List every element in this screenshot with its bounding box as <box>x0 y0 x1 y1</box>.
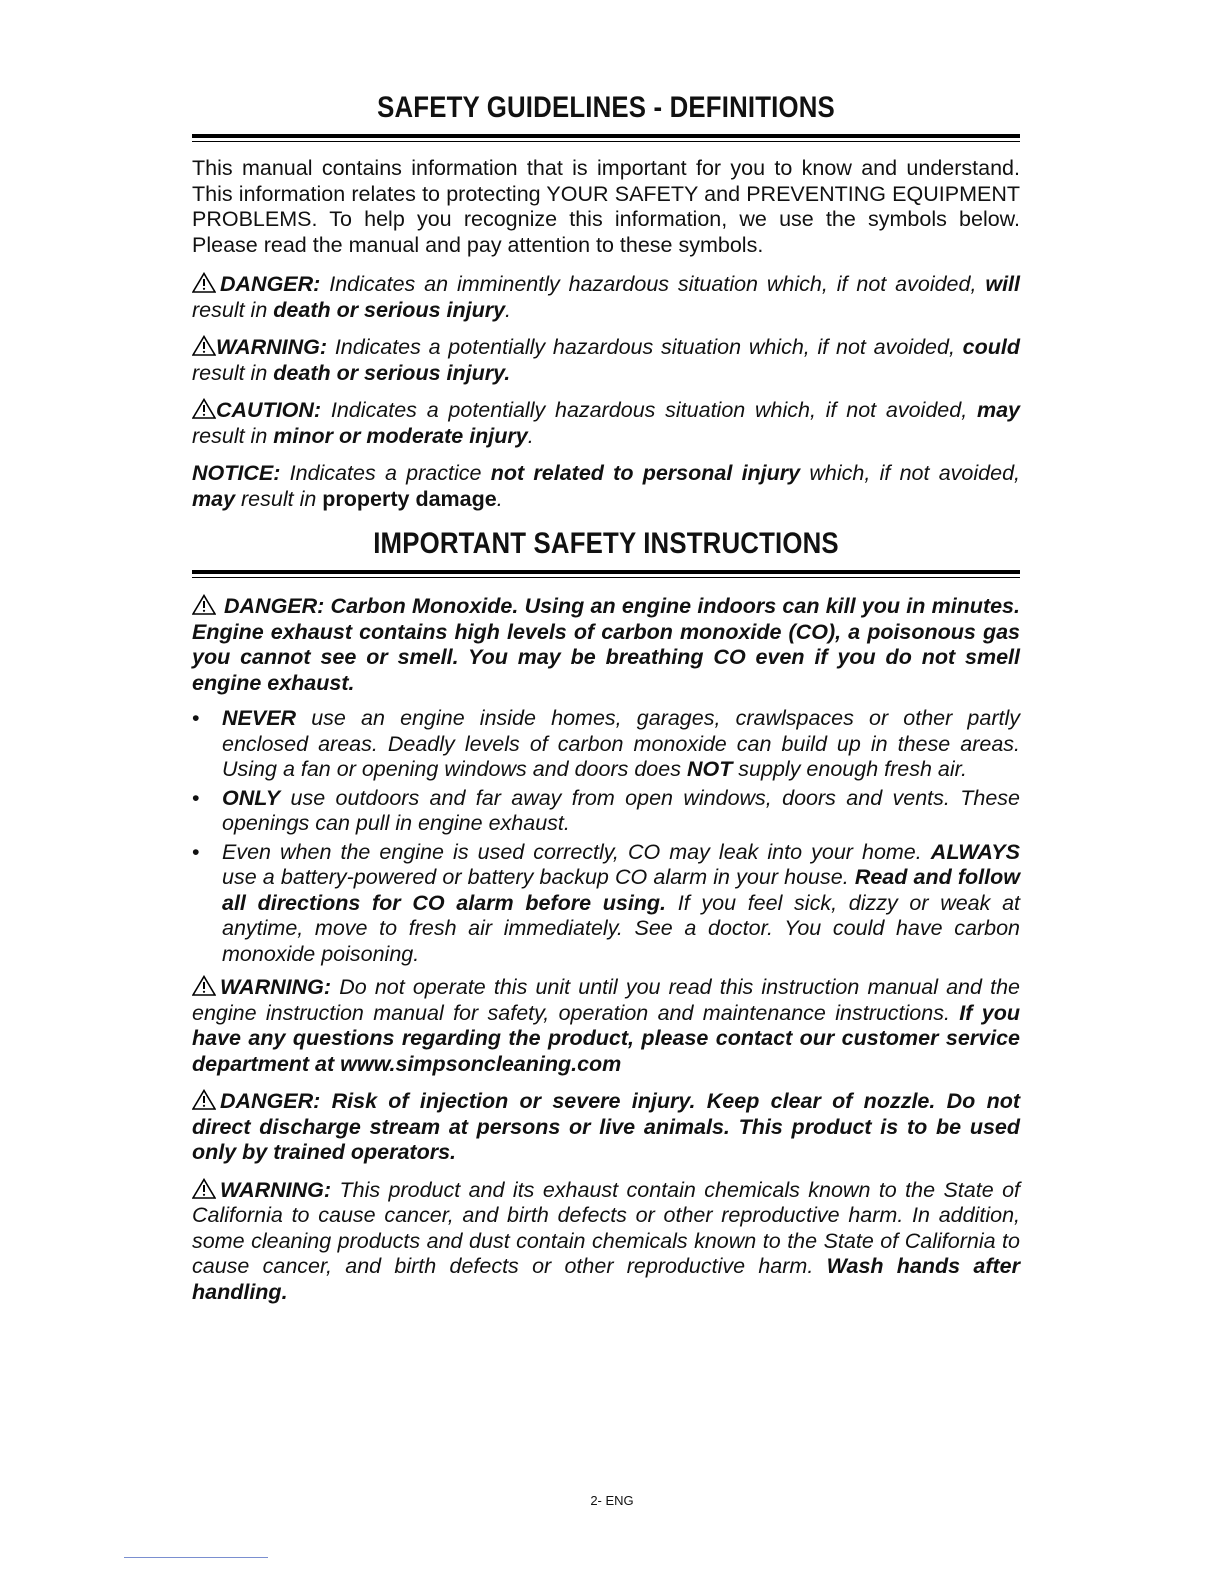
warning-triangle-icon <box>192 1089 216 1110</box>
page-number: 2- ENG <box>590 1493 634 1508</box>
intro-paragraph: This manual contains information that is important for you to know and understand. This information relates to protecting YOUR SAFETY and PREVENTING EQUIPMENT PROBLEMS. To help you recognize this information, we use the symbols below. Please read the manual and pay attention to these symbols. <box>192 156 1020 257</box>
caution-definition: CAUTION: Indicates a potentially hazardous situation which, if not avoided, may result in minor or moderate injury. <box>192 398 1020 448</box>
list-item: • ONLY use outdoors and far away from open windows, doors and vents. These openings can pull in engine exhaust. <box>192 785 1020 835</box>
warning-triangle-icon <box>192 272 216 293</box>
warning-triangle-icon <box>192 975 216 996</box>
warning-definition: WARNING: Indicates a potentially hazardous situation which, if not avoided, could result in death or serious injury. <box>192 335 1020 385</box>
section-title-instructions: IMPORTANT SAFETY INSTRUCTIONS <box>373 527 839 560</box>
warning-triangle-icon <box>192 1178 216 1199</box>
section-title-definitions: SAFETY GUIDELINES - DEFINITIONS <box>377 91 835 124</box>
warning-triangle-icon <box>192 594 216 615</box>
title-rule <box>192 134 1020 142</box>
danger-carbon-monoxide: DANGER: Carbon Monoxide. Using an engine indoors can kill you in minutes. Engine exhaust contains high levels of carbon monoxide (CO), a poisonous gas you cannot see or smell. You may be breathing CO even if you do not smell engine exhaust. <box>192 594 1020 695</box>
warning-read-manual: WARNING: Do not operate this unit until you read this instruction manual and the engine instruction manual for safety, operation and maintenance instructions. If you have any questions regarding the product, please contact our customer service department at www.simpsoncleaning.com <box>192 975 1020 1076</box>
notice-definition: NOTICE: Indicates a practice not related to personal injury which, if not avoided, may result in property damage. <box>192 461 1021 511</box>
list-item: • NEVER use an engine inside homes, garages, crawlspaces or other partly enclosed areas. Deadly levels of carbon monoxide can build up in these areas. Using a fan or opening windows and doors does NOT supply enough fresh air. <box>192 706 1020 781</box>
danger-definition: DANGER: Indicates an imminently hazardous situation which, if not avoided, will result in death or serious injury. <box>192 272 1020 322</box>
title-rule <box>192 570 1020 578</box>
list-item: • Even when the engine is used correctly, CO may leak into your home. ALWAYS use a battery-powered or battery backup CO alarm in your house. Read and follow all directions for CO alarm before using. If you feel sick, dizzy or weak at anytime, move to fresh air immediately. See a doctor. You could have carbon monoxide poisoning. <box>192 839 1021 966</box>
warning-california: WARNING: This product and its exhaust contain chemicals known to the State of California to cause cancer, and birth defects or other reproductive harm. In addition, some cleaning products and dust contain chemicals known to the State of California to cause cancer, and birth defects or other reproductive harm. Wash hands after handling. <box>192 1177 1020 1304</box>
co-bullet-list <box>192 706 1020 967</box>
danger-injection: DANGER: Risk of injection or severe injury. Keep clear of nozzle. Do not direct discharge stream at persons or live animals. This product is to be used only by trained operators. <box>192 1089 1020 1164</box>
warning-triangle-icon <box>192 398 216 419</box>
warning-triangle-icon <box>192 335 216 356</box>
manual-page <box>192 88 1020 1305</box>
footer-divider <box>124 1557 268 1558</box>
